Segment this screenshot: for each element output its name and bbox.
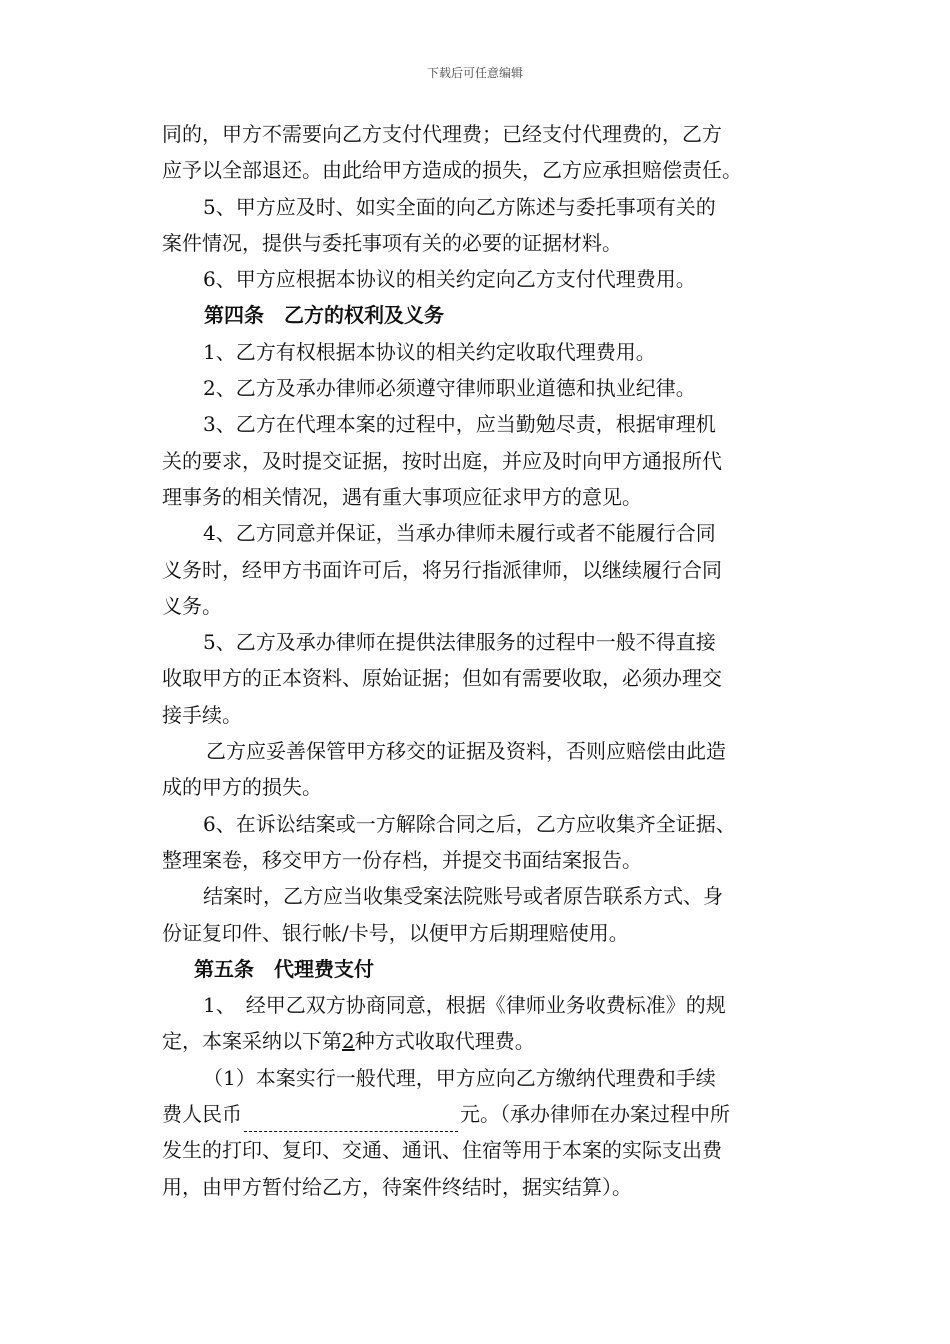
method-number: 2	[342, 1029, 355, 1054]
amount-blank	[244, 1111, 458, 1132]
paragraph-line: 1、 经甲乙双方协商同意，根据《律师业务收费标准》的规	[203, 993, 726, 1018]
paragraph-line: （1）本案实行一般代理，甲方应向乙方缴纳代理费和手续	[203, 1065, 716, 1090]
paragraph-line: 义务。	[162, 593, 222, 618]
paragraph-line: 用，由甲方暂付给乙方，待案件终结时，据实结算）。	[162, 1174, 632, 1199]
paragraph-line: 成的甲方的损失。	[162, 775, 322, 800]
document-body	[162, 116, 802, 1205]
paragraph-line: 案件情况，提供与委托事项有关的必要的证据材料。	[162, 230, 622, 255]
paragraph-line	[162, 1096, 802, 1132]
paragraph-line	[162, 1023, 802, 1059]
paragraph-line: 6、甲方应根据本协议的相关约定向乙方支付代理费用。	[203, 267, 696, 292]
text-segment: 费人民币	[162, 1102, 242, 1127]
text-segment: 定，本案采纳以下第	[162, 1029, 342, 1054]
paragraph-line: 2、乙方及承办律师必须遵守律师职业道德和执业纪律。	[203, 376, 696, 401]
paragraph-line: 整理案卷，移交甲方一份存档，并提交书面结案报告。	[162, 847, 642, 872]
paragraph-line: 乙方应妥善保管甲方移交的证据及资料，否则应赔偿由此造	[206, 739, 726, 764]
paragraph-line: 理事务的相关情况，遇有重大事项应征求甲方的意见。	[162, 484, 642, 509]
article-heading: 第四条 乙方的权利及义务	[204, 303, 444, 328]
article-heading: 第五条 代理费支付	[194, 956, 374, 981]
paragraph-line: 份证复印件、银行帐/卡号，以便甲方后期理赔使用。	[162, 920, 629, 945]
paragraph-line: 5、甲方应及时、如实全面的向乙方陈述与委托事项有关的	[203, 194, 716, 219]
paragraph-line: 义务时，经甲方书面许可后，将另行指派律师，以继续履行合同	[162, 557, 722, 582]
text-segment: 元。（承办律师在办案过程中所	[460, 1102, 730, 1127]
page-header: 下载后可任意编辑	[426, 66, 523, 80]
paragraph-line: 结案时，乙方应当收集受案法院账号或者原告联系方式、身	[203, 884, 723, 909]
paragraph-line: 应予以全部退还。由此给甲方造成的损失，乙方应承担赔偿责任。	[162, 158, 742, 183]
paragraph-line: 接手续。	[162, 702, 242, 727]
paragraph-line: 收取甲方的正本资料、原始证据；但如有需要收取，必须办理交	[162, 666, 722, 691]
paragraph-line: 5、乙方及承办律师在提供法律服务的过程中一般不得直接	[203, 630, 716, 655]
paragraph-line: 3、乙方在代理本案的过程中，应当勤勉尽责，根据审理机	[203, 412, 716, 437]
paragraph-line: 同的，甲方不需要向乙方支付代理费；已经支付代理费的，乙方	[162, 122, 722, 146]
paragraph-line: 发生的打印、复印、交通、通讯、住宿等用于本案的实际支出费	[162, 1138, 722, 1163]
paragraph-line: 关的要求，及时提交证据，按时出庭，并应及时向甲方通报所代	[162, 448, 722, 473]
paragraph-line: 6、在诉讼结案或一方解除合同之后，乙方应收集齐全证据、	[203, 811, 736, 836]
text-segment: 种方式收取代理费。	[354, 1029, 535, 1054]
paragraph-line: 1、乙方有权根据本协议的相关约定收取代理费用。	[203, 339, 656, 364]
paragraph-line: 4、乙方同意并保证，当承办律师未履行或者不能履行合同	[203, 521, 716, 546]
